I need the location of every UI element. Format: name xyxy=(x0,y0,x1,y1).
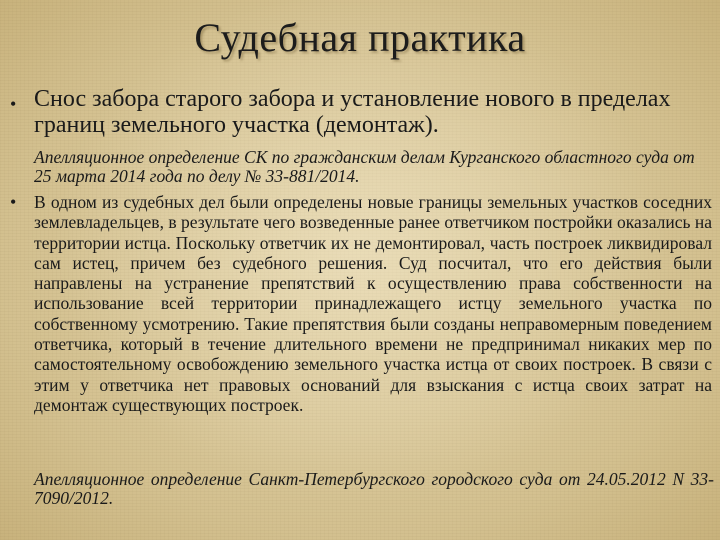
citation-1: Апелляционное определение СК по гражданским делам Курганского областного суда от 25 марта 2014 года по делу № 33-881/2014. xyxy=(34,147,695,186)
bullet-item-text: Снос забора старого забора и установление нового в пределах границ земельного участка (демонтаж). xyxy=(34,86,671,138)
bullet-marker: • xyxy=(10,192,17,212)
citation-2: Апелляционное определение Санкт-Петербургского городского суда от 24.05.2012 N 33-7090/2012. xyxy=(34,469,714,508)
slide-title: Судебная практика xyxy=(194,15,526,60)
bullet-marker: • xyxy=(10,94,17,114)
bullet-item-1 xyxy=(34,86,714,138)
bullet-item-2-text: В одном из судебных дел были определены новые границы земельных участков соседних землевладельцев, в результате чего возведенные ранее ответчиком постройки оказались на территории истца. Поскольку ответчик их не демонтировал, часть построек ликвидировал сам истец, причем без судебного решения. Суд посчитал, что его действия были направлены на устранение препятствий к осуществлению права собственности на использование всей территории принадлежащего истцу земельного участка по собственному усмотрению. Такие препятствия были созданы неправомерным поведением ответчика, который в течение длительного времени не предпринимал никаких мер по самостоятельному освобождению земельного участка истца от своих построек. В связи с этим у ответчика нет правовых оснований для взыскания с истца своих затрат на демонтаж существующих построек. xyxy=(34,192,712,415)
